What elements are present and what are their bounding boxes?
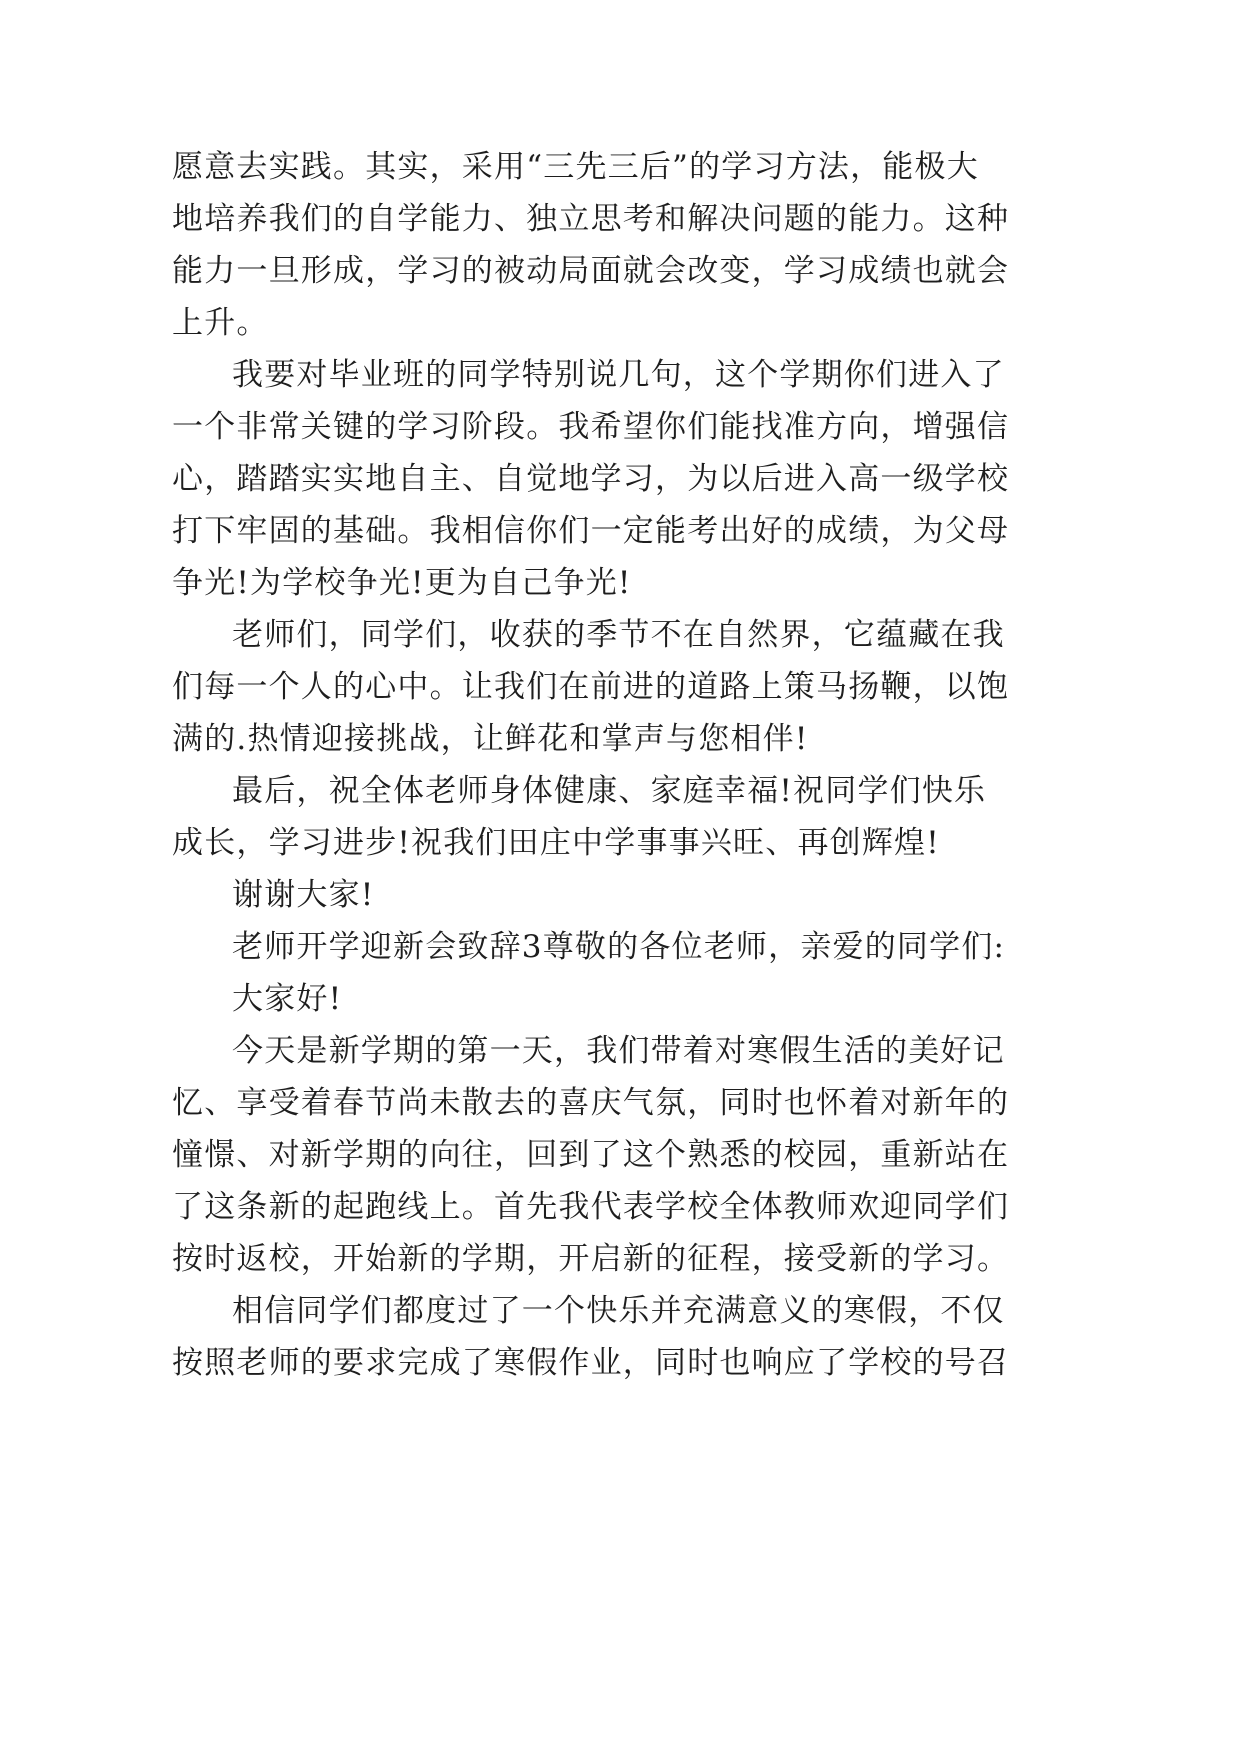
- text-line-content: 今天是新学期的第一天，我们带着对寒假生活的美好记: [232, 1033, 1005, 1069]
- text-line: [0, 1187, 1241, 1227]
- text-line-content: 一个非常关键的学习阶段。我希望你们能找准方向，增强信: [172, 409, 1010, 445]
- text-line-content: 愿意去实践。其实，采用“三先三后”的学习方法，能极大: [172, 149, 979, 185]
- text-line-content: 打下牢固的基础。我相信你们一定能考出好的成绩，为父母: [172, 513, 1010, 549]
- text-line: [0, 459, 1241, 499]
- text-line-content: 最后，祝全体老师身体健康、家庭幸福!祝同学们快乐: [232, 773, 987, 809]
- text-line: [0, 979, 1241, 1019]
- text-line-content: 老师们，同学们，收获的季节不在自然界，它蕴藏在我: [232, 617, 1005, 653]
- text-line-content: 成长，学习进步!祝我们田庄中学事事兴旺、再创辉煌!: [172, 825, 940, 861]
- text-line: [0, 1239, 1241, 1279]
- text-line: [0, 615, 1241, 655]
- text-line: [0, 407, 1241, 447]
- text-line: [0, 1083, 1241, 1123]
- text-line-content: 忆、享受着春节尚未散去的喜庆气氛，同时也怀着对新年的: [172, 1085, 1010, 1121]
- text-line: [0, 1031, 1241, 1071]
- text-line-content: 按时返校，开始新的学期，开启新的征程，接受新的学习。: [172, 1241, 1010, 1277]
- text-line-content: 满的.热情迎接挑战，让鲜花和掌声与您相伴!: [172, 721, 809, 757]
- text-line-content: 谢谢大家!: [232, 877, 375, 913]
- text-line-content: 相信同学们都度过了一个快乐并充满意义的寒假，不仅: [232, 1293, 1005, 1329]
- text-line: [0, 147, 1241, 187]
- text-line: [0, 511, 1241, 551]
- text-line-content: 上升。: [172, 305, 269, 341]
- text-line-content: 老师开学迎新会致辞3尊敬的各位老师，亲爱的同学们:: [232, 929, 1006, 965]
- text-line: [0, 667, 1241, 707]
- text-line: [0, 251, 1241, 291]
- text-line: [0, 771, 1241, 811]
- text-line-content: 争光!为学校争光!更为自己争光!: [172, 565, 632, 601]
- text-line-content: 地培养我们的自学能力、独立思考和解决问题的能力。这种: [172, 201, 1010, 237]
- text-line: [0, 719, 1241, 759]
- text-line: [0, 1135, 1241, 1175]
- text-line: [0, 823, 1241, 863]
- text-line-content: 心，踏踏实实地自主、自觉地学习，为以后进入高一级学校: [172, 461, 1010, 497]
- text-line: [0, 927, 1241, 967]
- text-line: [0, 355, 1241, 395]
- text-line: [0, 1291, 1241, 1331]
- text-line-content: 们每一个人的心中。让我们在前进的道路上策马扬鞭，以饱: [172, 669, 1010, 705]
- text-line-content: 能力一旦形成，学习的被动局面就会改变，学习成绩也就会: [172, 253, 1010, 289]
- text-line-content: 了这条新的起跑线上。首先我代表学校全体教师欢迎同学们: [172, 1189, 1010, 1225]
- text-line: [0, 199, 1241, 239]
- text-line-content: 我要对毕业班的同学特别说几句，这个学期你们进入了: [232, 357, 1005, 393]
- text-line-content: 按照老师的要求完成了寒假作业，同时也响应了学校的号召: [172, 1345, 1010, 1381]
- text-line-content: 憧憬、对新学期的向往，回到了这个熟悉的校园，重新站在: [172, 1137, 1010, 1173]
- text-line-content: 大家好!: [232, 981, 343, 1017]
- text-line: [0, 875, 1241, 915]
- text-line: [0, 563, 1241, 603]
- text-line: [0, 303, 1241, 343]
- text-line: [0, 1343, 1241, 1383]
